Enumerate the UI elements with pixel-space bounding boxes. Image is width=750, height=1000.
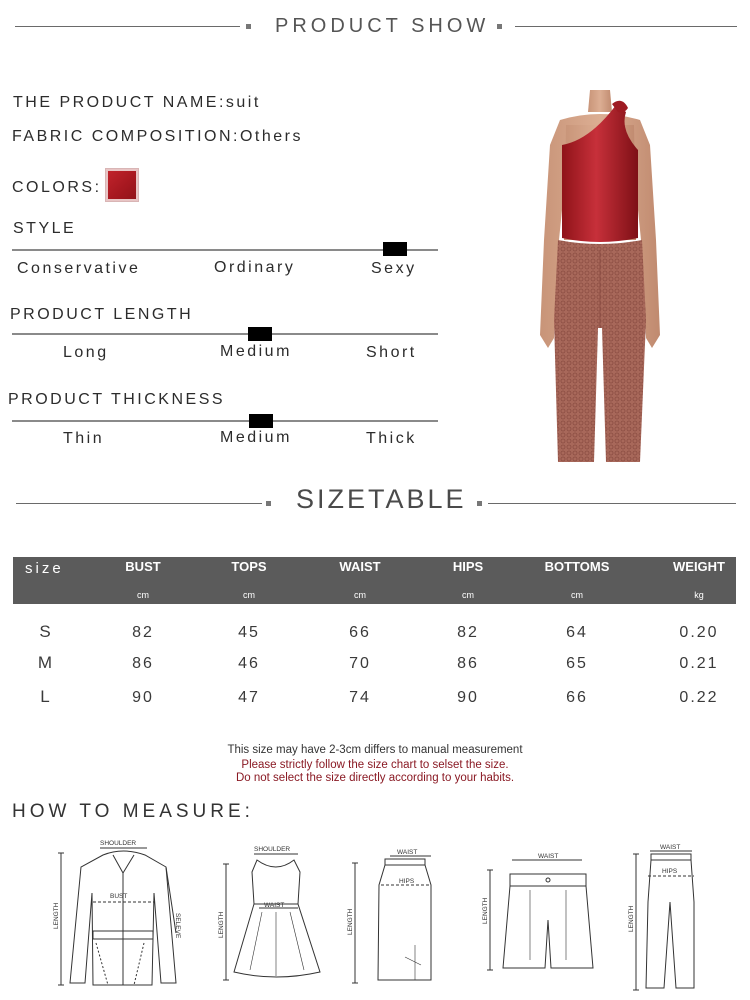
table-cell: 74 <box>349 689 371 706</box>
jacket-length-label: LENGTH <box>53 902 60 929</box>
product-model-image <box>500 90 700 470</box>
skirt-waist-label: WAIST <box>397 849 418 856</box>
sizetable-dot-right <box>477 501 482 506</box>
col-unit-weight: kg <box>694 590 704 600</box>
header-rule-left <box>15 26 240 27</box>
table-cell: 47 <box>238 689 260 706</box>
thickness-marker <box>249 414 273 428</box>
col-unit-bust: cm <box>137 590 149 600</box>
col-header-waist: WAIST <box>339 559 381 574</box>
style-marker <box>383 242 407 256</box>
thickness-scale-line <box>12 420 438 422</box>
col-unit-hips: cm <box>462 590 474 600</box>
style-option-conservative: Conservative <box>17 260 141 277</box>
dress-measure-diagram <box>212 842 330 984</box>
page-title: PRODUCT SHOW <box>275 15 490 37</box>
jacket-shoulder-label: SHOULDER <box>100 840 137 847</box>
dress-shoulder-label: SHOULDER <box>254 846 291 853</box>
table-cell: 65 <box>566 655 588 672</box>
skirt-hips-label: HIPS <box>399 878 415 885</box>
style-scale-line <box>12 249 438 251</box>
table-cell: 90 <box>132 689 154 706</box>
pants-measure-diagram <box>624 842 704 994</box>
table-row-size: M <box>37 653 53 672</box>
length-label: PRODUCT LENGTH <box>10 306 194 323</box>
shorts-measure-diagram <box>478 850 610 978</box>
table-cell: 45 <box>238 624 260 641</box>
sizetable-rule-right <box>488 503 736 504</box>
product-name-value: suit <box>225 94 261 111</box>
pants-length-label: LENGTH <box>628 905 635 932</box>
header-dot-right <box>497 24 502 29</box>
col-header-hips: HIPS <box>452 559 484 574</box>
table-cell: 86 <box>457 655 479 672</box>
skirt-measure-diagram <box>345 845 440 987</box>
dress-waist-label: WAIST <box>264 902 285 909</box>
col-header-weight: WEIGHT <box>673 559 725 574</box>
style-option-ordinary: Ordinary <box>214 259 296 276</box>
table-cell: 64 <box>566 624 588 641</box>
thickness-option-thick: Thick <box>366 430 417 447</box>
fabric-label: FABRIC COMPOSITION: <box>12 128 240 145</box>
sizetable-dot-left <box>266 501 271 506</box>
header-rule-right <box>515 26 737 27</box>
col-header-bust: BUST <box>125 559 161 574</box>
table-cell: 46 <box>238 655 260 672</box>
sizetable-title: SIZETABLE <box>296 484 467 514</box>
thickness-option-medium: Medium <box>220 429 292 446</box>
header-dot-left <box>246 24 251 29</box>
length-scale-line <box>12 333 438 335</box>
colors-label: COLORS: <box>12 179 102 196</box>
table-cell: 70 <box>349 655 371 672</box>
size-warning-1: Please strictly follow the size chart to selset the size. <box>241 759 509 771</box>
sizetable-rule-left <box>16 503 262 504</box>
col-unit-waist: cm <box>354 590 366 600</box>
length-marker <box>248 327 272 341</box>
dress-length-label: LENGTH <box>218 911 225 938</box>
product-name-row <box>13 94 261 112</box>
table-cell: 82 <box>132 624 154 641</box>
table-row-size: L <box>40 687 50 706</box>
length-option-short: Short <box>366 344 417 361</box>
table-cell: 86 <box>132 655 154 672</box>
table-cell: 0.22 <box>679 689 719 706</box>
col-header-bottoms: BOTTOMS <box>544 559 610 574</box>
fabric-row <box>12 128 303 146</box>
pants-hips-label: HIPS <box>662 868 678 875</box>
table-cell: 66 <box>349 624 371 641</box>
col-header-tops: TOPS <box>231 559 267 574</box>
pants-waist-label: WAIST <box>660 844 681 851</box>
thickness-label: PRODUCT THICKNESS <box>8 391 226 408</box>
shorts-waist-label: WAIST <box>538 853 559 860</box>
table-cell: 0.20 <box>679 624 719 641</box>
shorts-length-label: LENGTH <box>482 897 489 924</box>
skirt-length-label: LENGTH <box>347 908 354 935</box>
table-cell: 90 <box>457 689 479 706</box>
product-name-label: THE PRODUCT NAME: <box>13 94 226 111</box>
length-option-medium: Medium <box>220 343 292 360</box>
how-to-measure-title: HOW TO MEASURE: <box>12 801 254 822</box>
jacket-measure-diagram <box>48 833 198 991</box>
fabric-value: Others <box>239 128 303 145</box>
col-unit-tops: cm <box>243 590 255 600</box>
style-option-sexy: Sexy <box>371 260 417 277</box>
table-cell: 82 <box>457 624 479 641</box>
size-column-header: size <box>25 560 64 577</box>
jacket-bust-label: BUST <box>110 893 128 900</box>
thickness-option-thin: Thin <box>63 430 105 447</box>
size-warning-2: Do not select the size directly according to your habits. <box>235 772 515 784</box>
table-cell: 66 <box>566 689 588 706</box>
jacket-sleeve-label: SELEVE <box>174 913 181 939</box>
style-label: STYLE <box>13 220 77 237</box>
length-option-long: Long <box>63 344 109 361</box>
measurement-note: This size may have 2-3cm differs to manual measurement <box>227 744 523 756</box>
table-row-size: S <box>39 622 51 641</box>
table-cell: 0.21 <box>679 655 719 672</box>
col-unit-bottoms: cm <box>571 590 583 600</box>
color-swatch-red[interactable] <box>105 168 139 202</box>
